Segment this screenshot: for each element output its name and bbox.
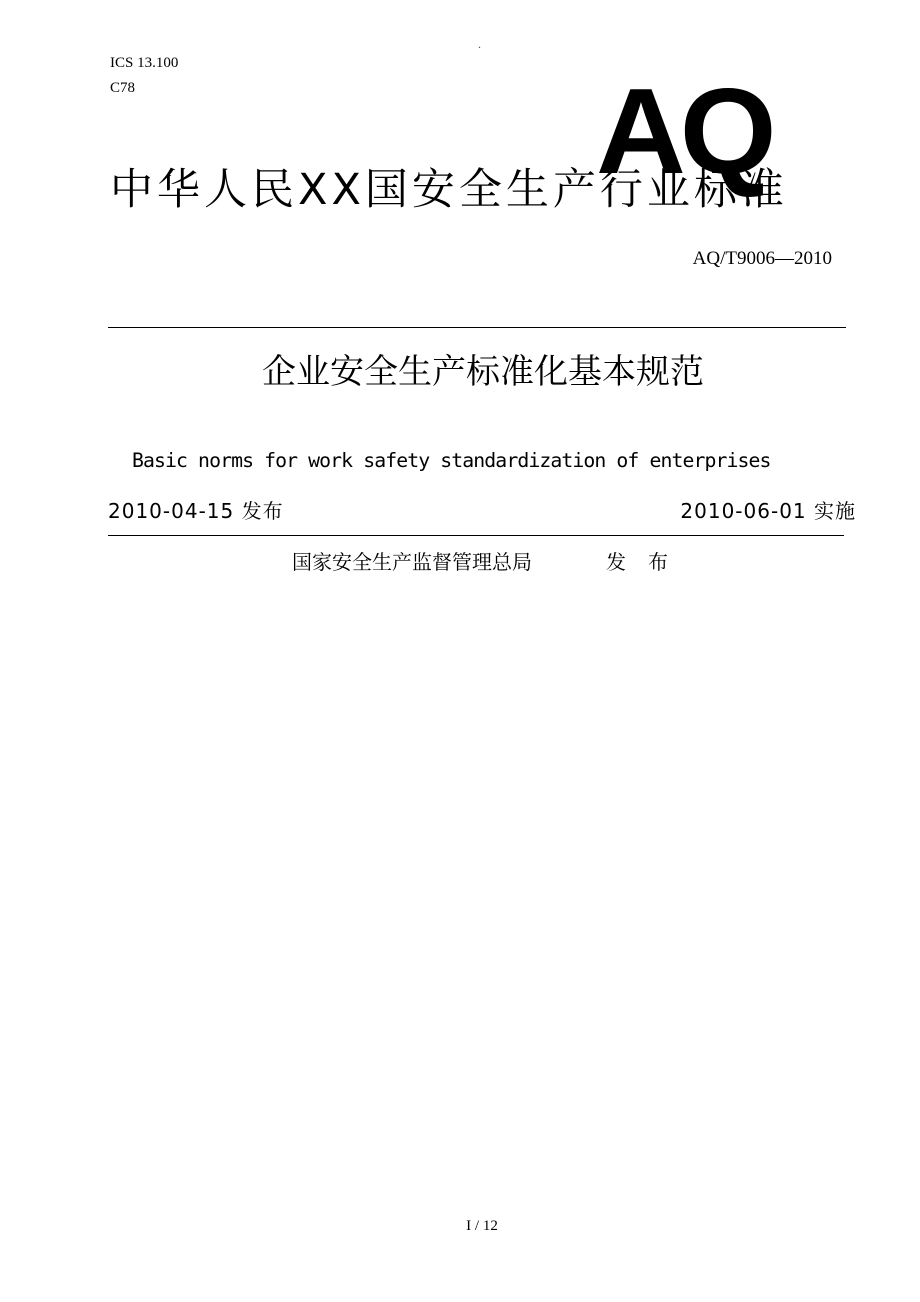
page-number: I / 12 bbox=[466, 1218, 498, 1234]
standard-number: AQ/T9006—2010 bbox=[692, 248, 832, 269]
aq-logo: AQ bbox=[596, 63, 771, 199]
document-title-english: Basic norms for work safety standardization of enterprises bbox=[132, 449, 771, 472]
issue-label: 发布 bbox=[606, 550, 690, 574]
document-title-chinese: 企业安全生产标准化基本规范 bbox=[262, 352, 704, 392]
standard-category-title: 中华人民XX国安全生产行业标准 bbox=[110, 165, 788, 215]
bottom-divider bbox=[108, 535, 844, 536]
ics-code: ICS 13.100 bbox=[110, 55, 179, 71]
issuing-authority: 国家安全生产监督管理总局 bbox=[292, 550, 532, 574]
header-dot-mark: . bbox=[478, 37, 481, 51]
implementation-date: 2010-06-01 实施 bbox=[680, 499, 856, 523]
ccs-code: C78 bbox=[110, 80, 136, 96]
top-divider bbox=[108, 327, 846, 328]
issue-date: 2010-04-15 发布 bbox=[108, 499, 284, 523]
